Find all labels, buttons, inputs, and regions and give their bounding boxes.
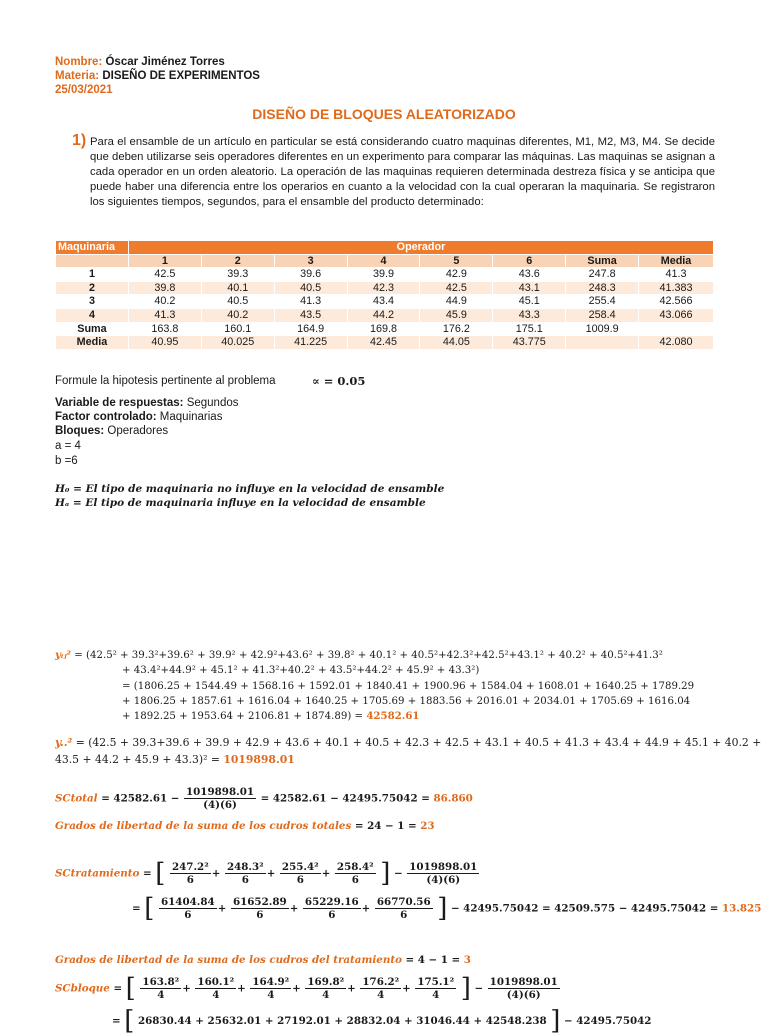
yij-expression: = (42.5² + 39.3²+39.6² + 39.9² + 42.9²+43.6² + 39.8² + 40.1² + 40.5²+42.3²+42.5²+43.1² + 40.2² + 40.5²+41.3² xyxy=(74,650,663,661)
factor-label: Factor controlado: xyxy=(55,411,157,423)
table-row-suma xyxy=(56,322,714,336)
table-cell: 43.066 xyxy=(639,308,714,322)
sctrat-frac2 xyxy=(303,896,361,921)
subject xyxy=(55,69,260,83)
scbloque-label: SCbloque xyxy=(55,982,110,995)
scbloque-num: 163.8² xyxy=(142,976,180,988)
sctrat-num2: 61404.84 xyxy=(160,896,215,908)
scbloque-frac xyxy=(140,976,181,1001)
document-date: 25/03/2021 xyxy=(55,84,113,96)
scbloque-den: 4 xyxy=(377,989,385,1001)
sctrat-tail: − 42495.75042 = 42509.575 − 42495.75042 = xyxy=(450,902,719,915)
sctrat-num2: 66770.56 xyxy=(376,896,431,908)
controlled-factor xyxy=(55,410,222,424)
table-cell: 160.1 xyxy=(201,322,274,336)
scbloque-num2: 42548.238 xyxy=(485,1015,547,1027)
sctrat-den: 6 xyxy=(186,874,194,886)
scbloque-frac xyxy=(415,976,456,1001)
table-cell: 39.9 xyxy=(347,268,420,282)
scbloque-num2: 26830.44 xyxy=(137,1015,192,1027)
table-cell: 45.1 xyxy=(493,295,566,309)
gl-total-text: Grados de libertad de la suma de los cudros totales xyxy=(55,820,352,832)
table-cell: 41.3 xyxy=(128,308,201,322)
table-cell: 41.225 xyxy=(274,336,347,350)
scbloque-big-frac xyxy=(488,976,560,1001)
table-cell: 42.9 xyxy=(420,268,493,282)
row-label: 3 xyxy=(56,295,129,309)
param-a: a = 4 xyxy=(55,440,81,452)
column-header: 2 xyxy=(201,254,274,268)
table-cell: 39.8 xyxy=(128,281,201,295)
null-hypothesis: H₀ = El tipo de maquinaria no influye en la velocidad de ensamble xyxy=(55,483,445,495)
scbloque-line2: = [ 26830.44 + 25632.01 + 27192.01 + 28832.04 + 31046.44 + 42548.238 ] − 42495.75042 xyxy=(112,1006,652,1036)
column-header: 5 xyxy=(420,254,493,268)
sctrat-num: 247.2² xyxy=(171,861,209,873)
left-bracket: [ xyxy=(144,893,155,924)
scbloque-line1: SCbloque = [ $\frac{\text{163.8²}}{4}$ + $\frac{\text{160.1²}}{4}$ + $\frac{\text{164.9²}}{4}$ + $\frac{\text{169.8²}}{4}$ + $\frac{\text{176.2²}}{4}$ + $\frac{\text{175.1²}}{4}$ ] − $\frac{1019898.01}{(4)(6)}$ xyxy=(55,973,558,1004)
sctrat-frac xyxy=(335,861,376,886)
scbloque-den: 4 xyxy=(432,989,440,1001)
scbloque-num2: 31046.44 xyxy=(416,1015,470,1027)
alpha-value: ∝ = 0.05 xyxy=(312,374,366,388)
response-variable xyxy=(55,396,238,410)
column-header: 3 xyxy=(274,254,347,268)
left-bracket: [ xyxy=(124,1006,135,1036)
column-header-blank xyxy=(56,254,129,268)
column-header: 4 xyxy=(347,254,420,268)
scbloque-frac xyxy=(360,976,401,1001)
table-cell: 44.05 xyxy=(420,336,493,350)
gl-trat-text: Grados de libertad de la suma de los cudros del tratamiento xyxy=(55,954,402,966)
name-value: Óscar Jiménez Torres xyxy=(105,56,225,68)
table-cell: 247.8 xyxy=(566,268,639,282)
table-cell: 169.8 xyxy=(347,322,420,336)
left-bracket: [ xyxy=(155,858,166,889)
sctrat-den: 6 xyxy=(296,874,304,886)
subject-value: DISEÑO DE EXPERIMENTOS xyxy=(102,70,260,82)
table-cell: 44.9 xyxy=(420,295,493,309)
table-row-media xyxy=(56,336,714,350)
right-bracket: ] xyxy=(550,1006,561,1036)
sctotal-label: SCtotal xyxy=(55,792,98,805)
table-cell: 40.5 xyxy=(201,295,274,309)
scbloque-num: 169.8² xyxy=(307,976,345,988)
header-maquinaria: Maquinaria xyxy=(56,241,129,255)
sctotal-a: = 42582.61 − xyxy=(101,792,180,805)
response-value: Segundos xyxy=(186,397,239,409)
sctrat-result: 13.825 xyxy=(721,902,762,915)
right-bracket: ] xyxy=(437,893,448,924)
table-cell: 39.3 xyxy=(201,268,274,282)
table-cell: 255.4 xyxy=(566,295,639,309)
ydd-eq-line1 xyxy=(55,735,761,750)
table-cell: 44.2 xyxy=(347,308,420,322)
factor-value: Maquinarias xyxy=(159,411,223,423)
table-row xyxy=(56,308,714,322)
table-cell: 163.8 xyxy=(128,322,201,336)
table-cell: 43.6 xyxy=(493,268,566,282)
sctrat-den2: 6 xyxy=(256,909,264,921)
sctotal-b: = 42582.61 − 42495.75042 = xyxy=(260,792,430,805)
problem-text: Para el ensamble de un artículo en particular se está considerando cuatro maquinas diferentes, M1, M2, M3, M4. Se decide que deben utilizarse seis operadores diferentes en un experimento para comparar las máquinas. Las maquinas se asignan a cada operador en un orden aleatorio. La operación de las maquinas requieren determinada destreza física y se anticipa que puede haber una diferencia entre los operarios en cuanto a la velocidad con la cual operaran la maquinaria. Se registraron los siguientes tiempos, segundos, para el ensamble del producto determinado: xyxy=(90,136,715,208)
table-cell: 42.080 xyxy=(639,336,714,350)
gl-total-line xyxy=(55,820,435,832)
sctrat-big-frac xyxy=(407,861,479,886)
scbloque-num: 175.1² xyxy=(417,976,455,988)
table-cell: 43.3 xyxy=(493,308,566,322)
scbloque-frac xyxy=(195,976,236,1001)
table-cell: 40.2 xyxy=(128,295,201,309)
header-operador: Operador xyxy=(128,241,713,255)
right-bracket: ] xyxy=(460,973,471,1004)
ydd-eq-line2 xyxy=(55,752,295,767)
scbloque-tail: − 42495.75042 xyxy=(564,1015,652,1027)
row-label: 2 xyxy=(56,281,129,295)
sctrat-den: 6 xyxy=(351,874,359,886)
yij-eq-line4: + 1806.25 + 1857.61 + 1616.04 + 1640.25 + 1705.69 + 1883.56 + 2016.01 + 2034.01 + 1705.69 + 1616.04 xyxy=(122,696,691,707)
sctrat-num: 248.3² xyxy=(226,861,264,873)
sctrat-den: 6 xyxy=(241,874,249,886)
table-cell: 42.45 xyxy=(347,336,420,350)
scbloque-num2: 28832.04 xyxy=(346,1015,401,1027)
table-cell: 43.5 xyxy=(274,308,347,322)
table-cell: 45.9 xyxy=(420,308,493,322)
table-cell: 42.566 xyxy=(639,295,714,309)
blocks-label: Bloques: xyxy=(55,425,105,437)
alt-hypothesis: Hₐ = El tipo de maquinaria influye en la velocidad de ensamble xyxy=(55,497,426,509)
table-cell: 40.95 xyxy=(128,336,201,350)
scbloque-num2: 27192.01 xyxy=(277,1015,331,1027)
sctrat-num: 255.4² xyxy=(281,861,319,873)
sctrat-den2: 6 xyxy=(184,909,192,921)
table-cell: 42.3 xyxy=(347,281,420,295)
param-b: b =6 xyxy=(55,455,78,467)
ydd-result: 1019898.01 xyxy=(223,753,295,766)
scbloque-den: 4 xyxy=(157,989,165,1001)
row-label: 4 xyxy=(56,308,129,322)
table-cell: 40.025 xyxy=(201,336,274,350)
sctrat-frac xyxy=(280,861,321,886)
table-cell: 43.1 xyxy=(493,281,566,295)
scbloque-big-den: (4)(6) xyxy=(506,989,541,1001)
ydd-expression: = (42.5 + 39.3+39.6 + 39.9 + 42.9 + 43.6 + 40.1 + 40.5 + 42.3 + 42.5 + 43.1 + 40.5 + 41.3 + 43.4 + 44.9 + 45.1 + 40.2 + xyxy=(75,736,762,749)
sctotal-equation xyxy=(55,786,473,811)
scbloque-num: 160.1² xyxy=(197,976,235,988)
table-cell: 1009.9 xyxy=(566,322,639,336)
table-cell: 43.4 xyxy=(347,295,420,309)
table-row xyxy=(56,281,714,295)
table-cell: 40.2 xyxy=(201,308,274,322)
column-header: Media xyxy=(639,254,714,268)
yij-line5-text: + 1892.25 + 1953.64 + 2106.81 + 1874.89) = xyxy=(122,711,364,722)
sctotal-num: 1019898.01 xyxy=(185,786,255,798)
sctrat-den2: 6 xyxy=(400,909,408,921)
row-label: Media xyxy=(56,336,129,350)
sctrat-den2: 6 xyxy=(328,909,336,921)
blocks xyxy=(55,424,168,438)
ydd-line2-text: 43.5 + 44.2 + 45.9 + 43.3)² = xyxy=(55,753,220,766)
row-label: Suma xyxy=(56,322,129,336)
table-cell: 41.3 xyxy=(639,268,714,282)
table-cell xyxy=(566,336,639,350)
page-title: DISEÑO DE BLOQUES ALEATORIZADO xyxy=(252,106,516,122)
hypothesis-prompt: Formule la hipotesis pertinente al problema xyxy=(55,375,276,387)
table-cell: 248.3 xyxy=(566,281,639,295)
name-label: Nombre: xyxy=(55,56,103,68)
sctrat-line1: SCtratamiento = [ $\frac{\text{247.2²}}{6}$ + $\frac{\text{248.3²}}{6}$ + $\frac{\text{255.4²}}{6}$ + $\frac{\text{258.4²}}{6}$ ] − $\frac{1019898.01}{(4)(6)}$ xyxy=(55,858,478,889)
column-header: Suma xyxy=(566,254,639,268)
subject-label: Materia: xyxy=(55,70,100,82)
blocks-value: Operadores xyxy=(107,425,169,437)
scbloque-den: 4 xyxy=(212,989,220,1001)
sctotal-den: (4)(6) xyxy=(203,799,237,811)
yij-label: yᵢⱼ² xyxy=(55,649,72,661)
yij-eq-line5 xyxy=(122,709,420,724)
yij-eq-line1 xyxy=(55,648,663,663)
sctrat-frac2 xyxy=(159,896,217,921)
column-header: 1 xyxy=(128,254,201,268)
scbloque-frac xyxy=(250,976,291,1001)
sctrat-big-den: (4)(6) xyxy=(426,874,461,886)
table-cell: 175.1 xyxy=(493,322,566,336)
table-cell: 43.775 xyxy=(493,336,566,350)
sctrat-frac2 xyxy=(375,896,433,921)
table-cell: 42.5 xyxy=(128,268,201,282)
column-header: 6 xyxy=(493,254,566,268)
gl-total-eq: = 24 − 1 = xyxy=(354,820,417,832)
yij-eq-line2: + 43.4²+44.9² + 45.1² + 41.3²+40.2² + 43.5²+44.2² + 45.9² + 43.3²) xyxy=(122,665,480,676)
gl-trat-eq: = 4 − 1 = xyxy=(405,954,461,966)
sctrat-num2: 61652.89 xyxy=(232,896,287,908)
gl-total-result: 23 xyxy=(420,820,435,832)
scbloque-den: 4 xyxy=(322,989,330,1001)
scbloque-big-num: 1019898.01 xyxy=(489,976,558,988)
scbloque-num: 176.2² xyxy=(362,976,400,988)
ydd-label: y..² xyxy=(55,736,73,749)
scbloque-frac xyxy=(305,976,346,1001)
sctrat-num2: 65229.16 xyxy=(304,896,359,908)
yij-eq-line3: = (1806.25 + 1544.49 + 1568.16 + 1592.01 + 1840.41 + 1900.96 + 1584.04 + 1608.01 + 1640.25 + 1789.29 xyxy=(122,681,695,692)
student-name xyxy=(55,55,225,69)
table-cell: 40.5 xyxy=(274,281,347,295)
table-cell: 39.6 xyxy=(274,268,347,282)
sctrat-frac xyxy=(170,861,211,886)
row-label: 1 xyxy=(56,268,129,282)
table-row xyxy=(56,268,714,282)
sctrat-line2: = [ $\frac{61404.84}{6}$ + $\frac{61652.89}{6}$ + $\frac{65229.16}{6}$ + $\frac{66770.56}{6}$ ] − 42495.75042 = 42509.575 − 42495.75042 = 13.825 xyxy=(132,893,762,924)
sctrat-frac2 xyxy=(231,896,289,921)
table-cell xyxy=(639,322,714,336)
sctrat-label: SCtratamiento xyxy=(55,867,140,880)
table-cell: 41.383 xyxy=(639,281,714,295)
gl-trat-line xyxy=(55,954,471,966)
data-table xyxy=(55,240,714,350)
yij-result: 42582.61 xyxy=(366,710,420,722)
sctrat-num: 258.4² xyxy=(336,861,374,873)
table-cell: 42.5 xyxy=(420,281,493,295)
sctotal-fraction xyxy=(184,786,256,811)
table-cell: 164.9 xyxy=(274,322,347,336)
left-bracket: [ xyxy=(125,973,136,1004)
scbloque-den: 4 xyxy=(267,989,275,1001)
scbloque-num: 164.9² xyxy=(252,976,290,988)
response-label: Variable de respuestas: xyxy=(55,397,184,409)
table-header-row xyxy=(56,241,714,255)
sctrat-big-num: 1019898.01 xyxy=(409,861,478,873)
table-cell: 40.1 xyxy=(201,281,274,295)
table-cell: 176.2 xyxy=(420,322,493,336)
table-cell: 41.3 xyxy=(274,295,347,309)
sctotal-result: 86.860 xyxy=(433,792,473,805)
sctrat-frac xyxy=(225,861,266,886)
scbloque-num2: 25632.01 xyxy=(207,1015,262,1027)
gl-trat-result: 3 xyxy=(463,954,471,966)
table-column-header-row xyxy=(56,254,714,268)
problem-number: 1) xyxy=(72,132,87,149)
table-row xyxy=(56,295,714,309)
right-bracket: ] xyxy=(380,858,391,889)
table-cell: 258.4 xyxy=(566,308,639,322)
